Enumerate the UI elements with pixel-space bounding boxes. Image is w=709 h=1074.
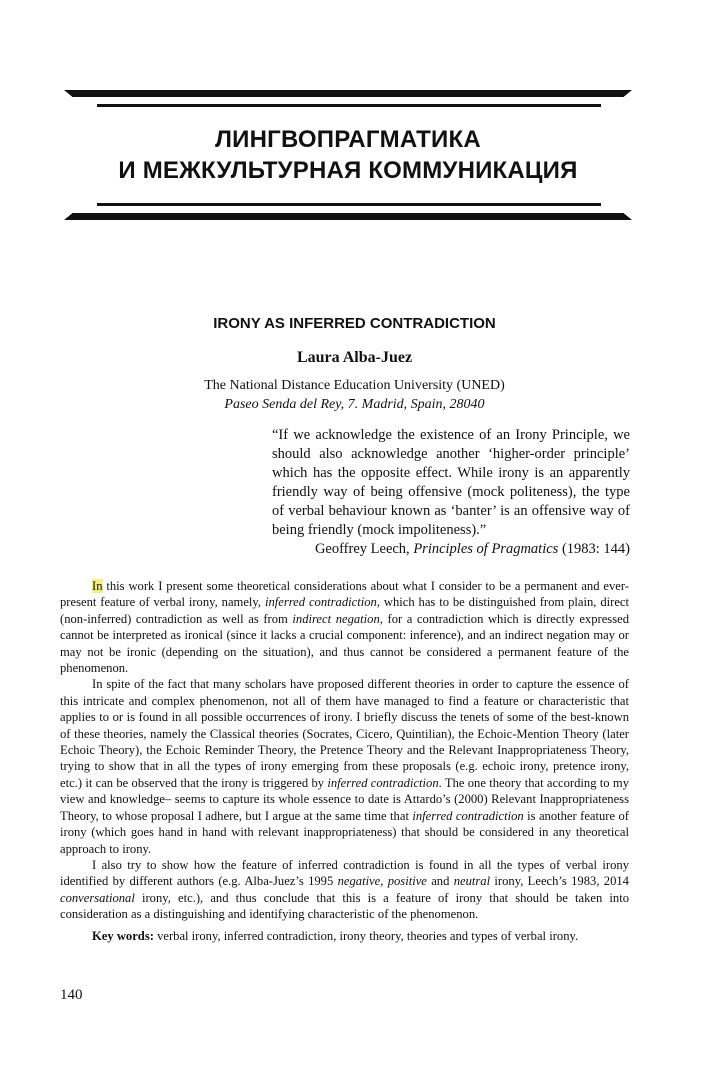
abstract-paragraph-1 bbox=[60, 578, 629, 676]
epigraph-source-year: (1983: 144) bbox=[561, 541, 630, 557]
page-number: 140 bbox=[60, 987, 83, 1003]
epigraph-source-author: Geoffrey Leech, bbox=[314, 541, 410, 557]
italic-term: inferred contradiction bbox=[264, 595, 377, 610]
highlighted-text: In bbox=[92, 579, 103, 593]
text-run: is another feature of irony (which goes hand in hand with relevant inappropriateness) that should be considered in any theoretical approach to irony. bbox=[60, 808, 629, 856]
text-run: , which has to be distinguished from plain, direct (non-inferred) contradiction as well as from bbox=[60, 595, 629, 626]
keywords-list: verbal irony, inferred contradiction, irony theory, theories and types of verbal irony. bbox=[153, 928, 579, 943]
text-run: and bbox=[426, 874, 454, 889]
header-rule-thin-bottom bbox=[97, 203, 601, 206]
abstract-paragraph-2 bbox=[60, 676, 629, 856]
text-run: irony, Leech’s 1983, 2014 bbox=[490, 874, 629, 889]
text-run: , for a contradiction which is directly expressed cannot be interpreted as ironical (since it lacks a crucial component: inference), and an indirect negation may or may not be ironic (depending on the situation), and thus cannot be considered a permanent feature of the phenomenon. bbox=[60, 611, 629, 676]
italic-term: indirect negation bbox=[292, 611, 380, 626]
affiliation bbox=[0, 376, 709, 414]
text-run: . The one theory that according to my view and knowledge– seems to capture its whole essence to date is Attardo’s (2000) Relevant Inappropriateness Theory, to whose proposal I adhere, but I argue at the same time that bbox=[60, 775, 629, 823]
section-title bbox=[64, 124, 632, 186]
epigraph-quote: “If we acknowledge the existence of an Irony Principle, we should also acknowledge another ‘higher-order principle’ which has the opposite effect. While irony is an apparently friendly way of being offensive (mock politeness), the type of verbal behaviour known as ‘banter’ is an offensive way of being friendly (mock impoliteness).” bbox=[272, 427, 630, 538]
article-title: IRONY AS INFERRED CONTRADICTION bbox=[213, 315, 496, 332]
header-rule-thin-top bbox=[97, 104, 601, 107]
italic-term: inferred contradiction bbox=[327, 775, 439, 790]
epigraph-source bbox=[272, 541, 630, 558]
italic-term: neutral bbox=[453, 874, 491, 889]
italic-term: inferred contradiction bbox=[412, 808, 524, 823]
epigraph-source-title: Principles of Pragmatics bbox=[413, 541, 559, 557]
text-run: In spite of the fact that many scholars have proposed different theories in order to capture the essence of this intricate and complex phenomenon, not all of them have managed to find a feature or characteristic that applies to or is found in all possible occurrences of irony. I briefly discuss the tenets of some of the best-known of these theories, namely the Classical theories (Socrates, Cicero, Quintilian), the Echoic-Mention Theory (later Echoic Theory), the Echoic Reminder Theory, the Pretence Theory and the Relevant Inappropriateness Theory, trying to show that in all the types of irony emerging from these proposals (e.g. echoic irony, pretence irony, etc.) it can be observed that the irony is triggered by bbox=[60, 677, 629, 790]
abstract-paragraph-3 bbox=[60, 857, 629, 923]
section-title-line-2: И МЕЖКУЛЬТУРНАЯ КОММУНИКАЦИЯ bbox=[118, 157, 578, 184]
author-name: Laura Alba-Juez bbox=[296, 349, 413, 366]
section-title-line-1: ЛИНГВОПРАГМАТИКА bbox=[215, 126, 481, 153]
italic-term: negative, positive bbox=[337, 874, 427, 889]
text-run: this work I present some theoretical considerations about what I consider to be a permanent and ever-present feature of verbal irony, namely, bbox=[60, 579, 629, 610]
keywords bbox=[60, 928, 629, 944]
header-rule-thick-top bbox=[64, 90, 632, 97]
italic-term: conversational bbox=[60, 890, 135, 905]
institution: The National Distance Education University (UNED) bbox=[204, 378, 505, 393]
text-run: irony, etc.), and thus conclude that this is a feature of irony that should be taken into consideration as a distinguishing and identifying characteristic of the phenomenon. bbox=[60, 890, 629, 922]
text-run: I also try to show how the feature of inferred contradiction is found in all the types of verbal irony identified by different authors (e.g. Alba-Juez’s 1995 bbox=[60, 857, 629, 889]
abstract bbox=[60, 578, 629, 944]
address: Paseo Senda del Rey, 7. Madrid, Spain, 28040 bbox=[224, 397, 485, 412]
keywords-label: Key words: bbox=[92, 928, 154, 943]
header-rule-thick-bottom bbox=[64, 213, 632, 220]
